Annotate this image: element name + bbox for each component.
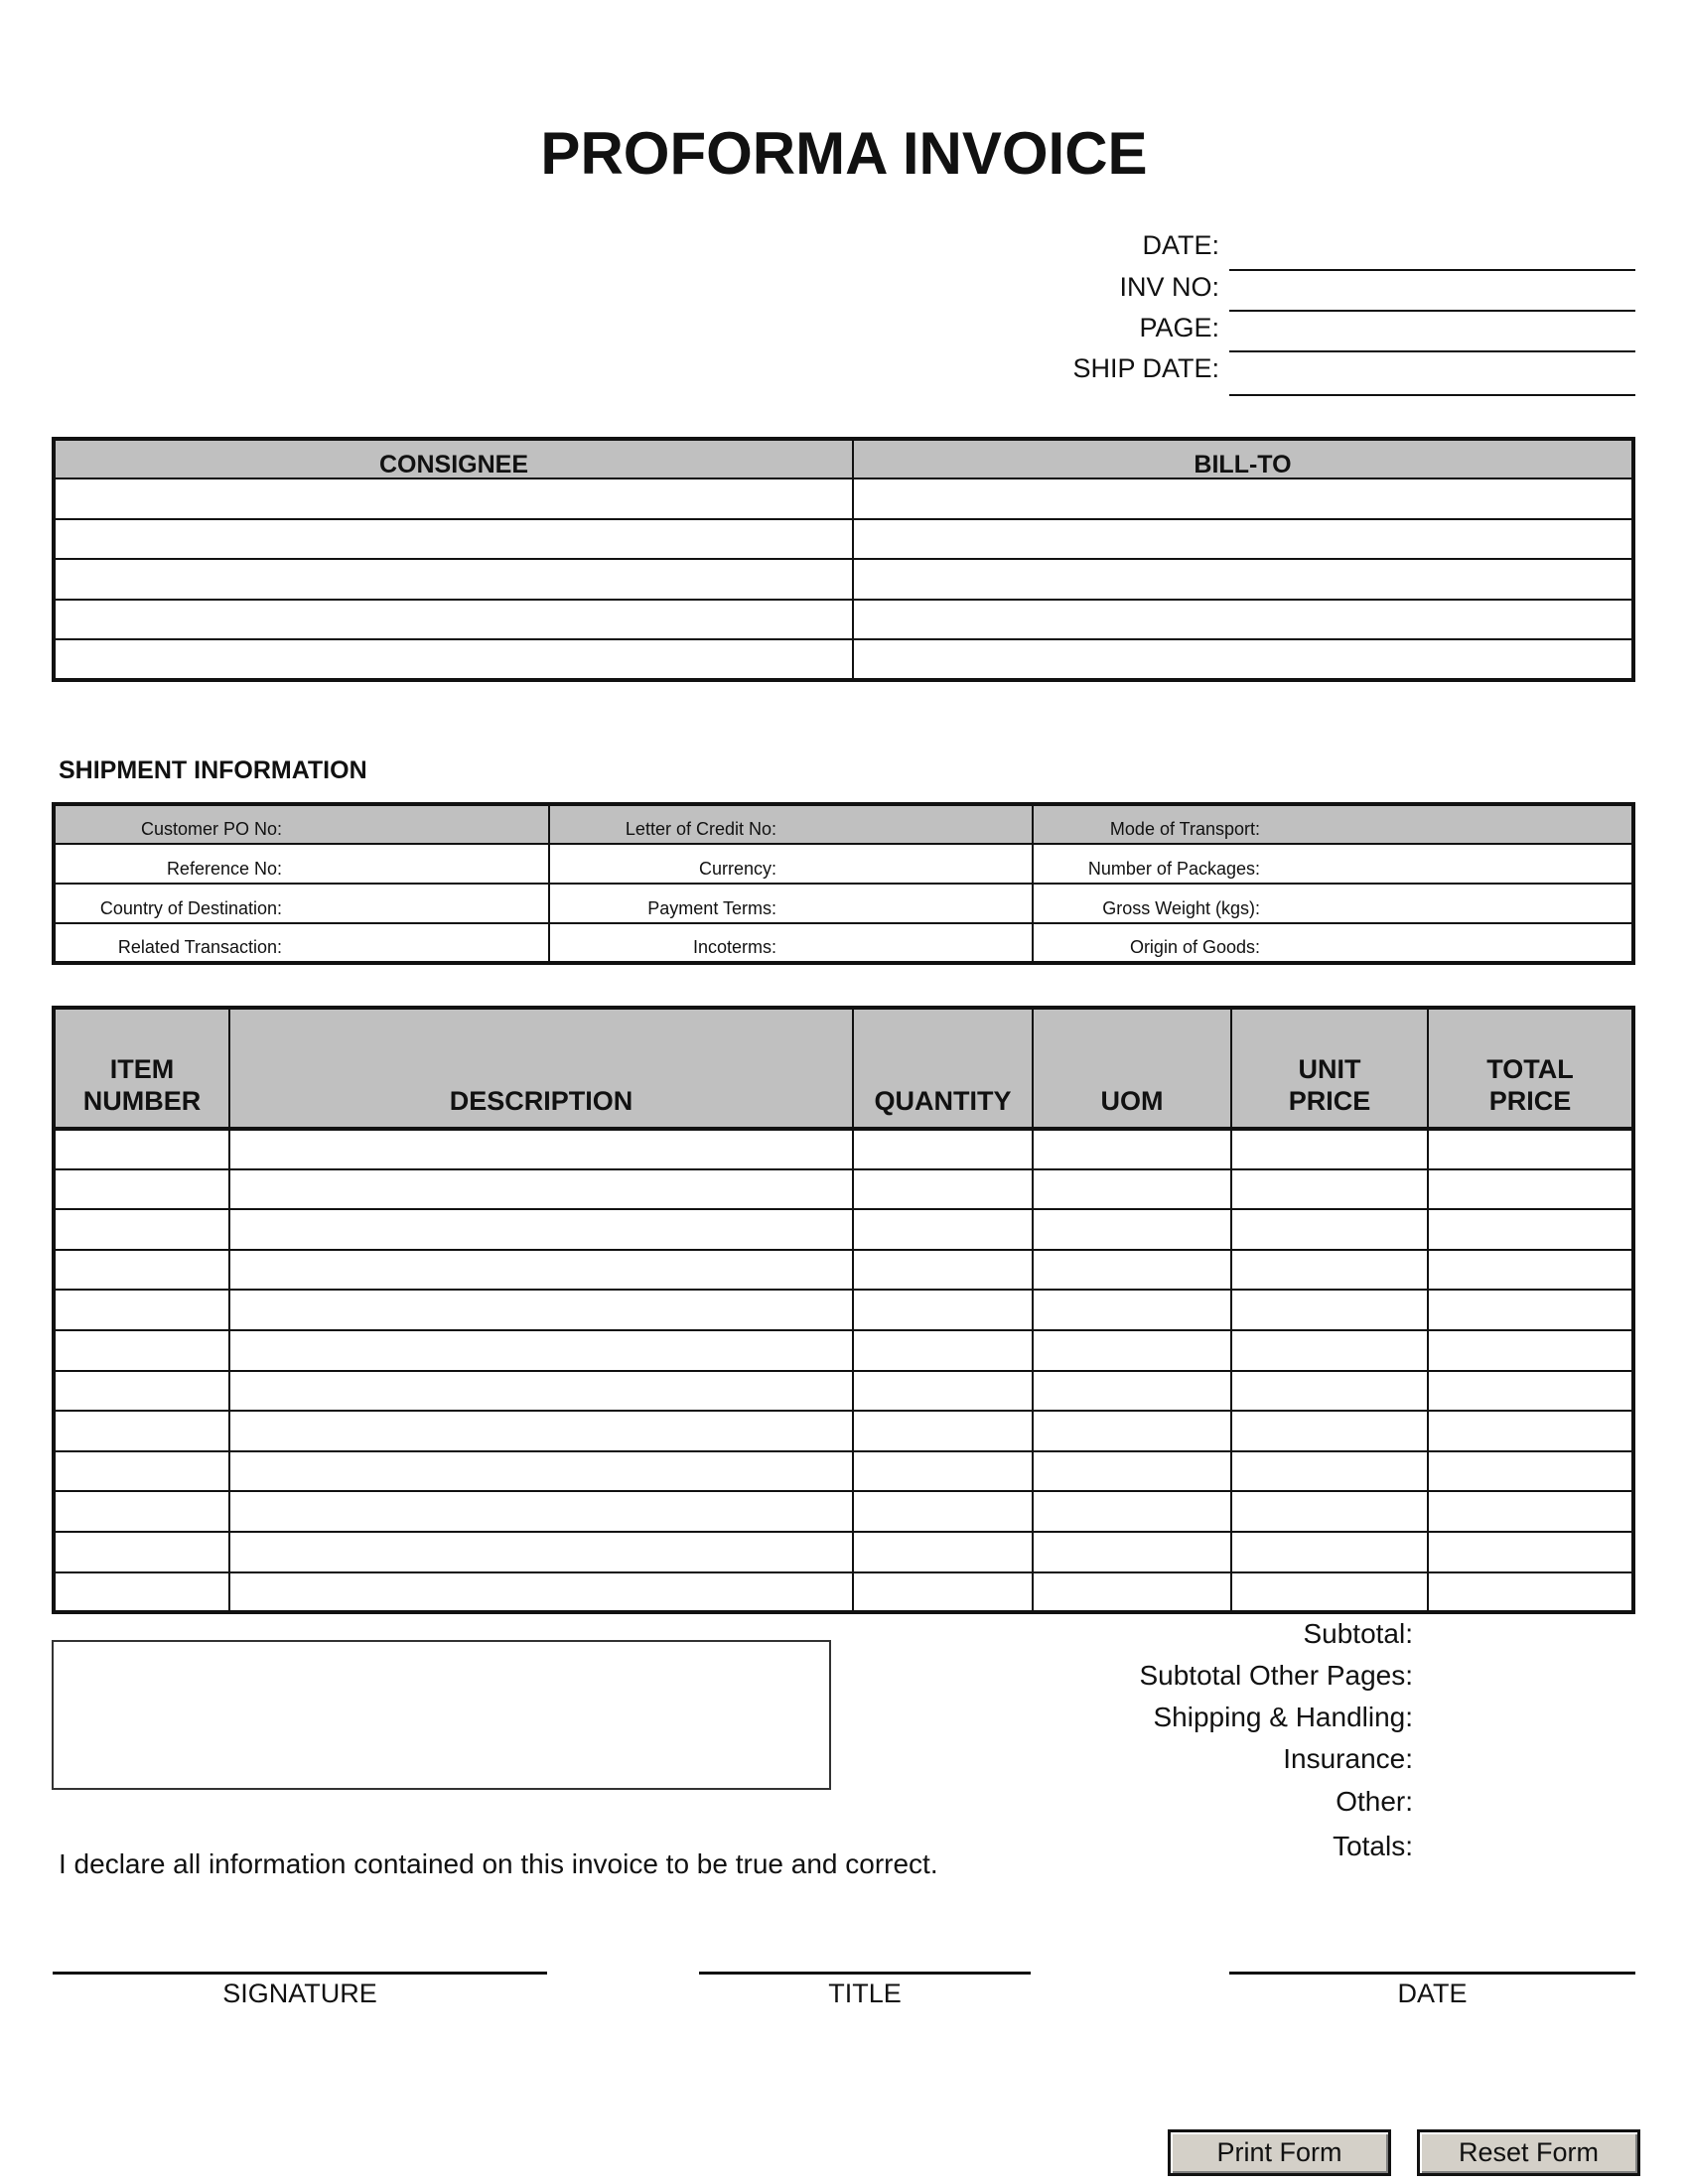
- shipment-row: [54, 804, 1633, 844]
- unit-price-cell[interactable]: [1231, 1290, 1428, 1330]
- quantity-cell[interactable]: [853, 1411, 1033, 1451]
- header-text: ITEM: [109, 1054, 175, 1084]
- item-number-cell[interactable]: [54, 1451, 229, 1492]
- total-price-cell[interactable]: [1428, 1250, 1633, 1291]
- date-label: DATE:: [1142, 230, 1219, 260]
- uom-cell[interactable]: [1033, 1532, 1231, 1572]
- items-table: [52, 1006, 1635, 1614]
- insurance-label: Insurance:: [1283, 1743, 1413, 1774]
- table-row: [54, 1290, 1633, 1330]
- quantity-cell[interactable]: [853, 1290, 1033, 1330]
- item-number-cell[interactable]: [54, 1572, 229, 1613]
- page-field[interactable]: [1229, 350, 1635, 352]
- shipment-field[interactable]: [1033, 804, 1633, 844]
- bill-to-header: BILL-TO: [853, 439, 1633, 478]
- title-label: TITLE: [828, 1979, 902, 2008]
- table-row: [54, 1411, 1633, 1451]
- uom-cell[interactable]: [1033, 1330, 1231, 1371]
- shipment-field[interactable]: [549, 884, 1033, 923]
- item-number-cell[interactable]: [54, 1250, 229, 1291]
- shipment-field[interactable]: [54, 884, 549, 923]
- totals-label: Totals:: [1333, 1831, 1413, 1861]
- header-text: TOTAL: [1486, 1054, 1574, 1084]
- item-number-cell[interactable]: [54, 1532, 229, 1572]
- total-price-cell[interactable]: [1428, 1129, 1633, 1169]
- item-number-cell[interactable]: [54, 1290, 229, 1330]
- title-line[interactable]: [699, 1972, 1031, 1975]
- shipment-field-label: Currency:: [698, 859, 776, 879]
- consignee-field[interactable]: [54, 559, 853, 600]
- shipment-field-label: Reference No:: [166, 859, 282, 879]
- description-cell[interactable]: [229, 1371, 853, 1412]
- quantity-cell[interactable]: [853, 1371, 1033, 1412]
- shipment-field-label: Incoterms:: [692, 937, 776, 957]
- total-price-cell[interactable]: [1428, 1209, 1633, 1250]
- shipment-table: [52, 802, 1635, 965]
- item-number-cell[interactable]: [54, 1371, 229, 1412]
- unit-price-cell[interactable]: [1231, 1209, 1428, 1250]
- shipment-field[interactable]: [54, 844, 549, 884]
- shipment-field-label: Number of Packages:: [1087, 859, 1260, 879]
- total-price-cell[interactable]: [1428, 1169, 1633, 1210]
- total-price-cell[interactable]: [1428, 1411, 1633, 1451]
- description-cell[interactable]: [229, 1532, 853, 1572]
- item-number-cell[interactable]: [54, 1169, 229, 1210]
- item-number-cell[interactable]: [54, 1411, 229, 1451]
- ship-date-label: SHIP DATE:: [1072, 353, 1219, 383]
- date-sign-label: DATE: [1397, 1979, 1468, 2008]
- shipment-field[interactable]: [54, 804, 549, 844]
- uom-cell[interactable]: [1033, 1209, 1231, 1250]
- quantity-cell[interactable]: [853, 1129, 1033, 1169]
- table-row: [54, 1169, 1633, 1210]
- declaration-text: I declare all information contained on this invoice to be true and correct.: [59, 1848, 938, 1879]
- unit-price-cell[interactable]: [1231, 1330, 1428, 1371]
- unit-price-cell[interactable]: [1231, 1491, 1428, 1532]
- header-text: UNIT: [1298, 1054, 1361, 1084]
- shipment-field-label: Country of Destination:: [99, 898, 282, 918]
- shipment-row: [54, 844, 1633, 884]
- uom-cell[interactable]: [1033, 1169, 1231, 1210]
- bill-to-field[interactable]: [853, 600, 1633, 640]
- shipment-field[interactable]: [549, 923, 1033, 963]
- bill-to-field[interactable]: [853, 559, 1633, 600]
- quantity-cell[interactable]: [853, 1572, 1033, 1613]
- description-cell[interactable]: [229, 1250, 853, 1291]
- uom-cell[interactable]: [1033, 1250, 1231, 1291]
- shipment-field[interactable]: [54, 923, 549, 963]
- quantity-cell[interactable]: [853, 1250, 1033, 1291]
- uom-cell[interactable]: [1033, 1451, 1231, 1492]
- header-text: PRICE: [1288, 1086, 1371, 1116]
- total-price-cell[interactable]: [1428, 1532, 1633, 1572]
- table-row: [54, 1129, 1633, 1169]
- reset-form-button[interactable]: Reset Form: [1417, 2129, 1640, 2176]
- unit-price-cell[interactable]: [1231, 1169, 1428, 1210]
- inv-no-label: INV NO:: [1119, 272, 1219, 302]
- shipment-field-label: Customer PO No:: [140, 819, 282, 839]
- description-header: DESCRIPTION: [229, 1008, 853, 1129]
- description-cell[interactable]: [229, 1411, 853, 1451]
- shipment-field-label: Payment Terms:: [647, 898, 776, 918]
- inv-no-field[interactable]: [1229, 310, 1635, 312]
- shipping-handling-label: Shipping & Handling:: [1153, 1702, 1413, 1732]
- description-cell[interactable]: [229, 1451, 853, 1492]
- shipment-field[interactable]: [549, 844, 1033, 884]
- total-price-cell[interactable]: [1428, 1290, 1633, 1330]
- uom-cell[interactable]: [1033, 1411, 1231, 1451]
- item-number-cell[interactable]: [54, 1491, 229, 1532]
- total-price-cell[interactable]: [1428, 1491, 1633, 1532]
- description-cell[interactable]: [229, 1129, 853, 1169]
- print-form-button[interactable]: Print Form: [1168, 2129, 1391, 2176]
- unit-price-cell[interactable]: [1231, 1371, 1428, 1412]
- table-row: [54, 1330, 1633, 1371]
- shipment-field-label: Gross Weight (kgs):: [1102, 898, 1260, 918]
- date-field[interactable]: [1229, 269, 1635, 271]
- total-price-cell[interactable]: [1428, 1451, 1633, 1492]
- shipment-field-label: Origin of Goods:: [1129, 937, 1260, 957]
- page-label: PAGE:: [1139, 313, 1219, 342]
- bill-to-field[interactable]: [853, 478, 1633, 519]
- description-cell[interactable]: [229, 1209, 853, 1250]
- quantity-cell[interactable]: [853, 1209, 1033, 1250]
- comments-box[interactable]: [52, 1640, 831, 1790]
- consignee-field[interactable]: [54, 519, 853, 560]
- total-price-header: [1428, 1008, 1633, 1129]
- uom-cell[interactable]: [1033, 1491, 1231, 1532]
- shipment-field[interactable]: [1033, 923, 1633, 963]
- header-text: NUMBER: [82, 1086, 202, 1116]
- shipment-field[interactable]: [1033, 844, 1633, 884]
- uom-header: UOM: [1033, 1008, 1231, 1129]
- consignee-header: CONSIGNEE: [54, 439, 853, 478]
- uom-cell[interactable]: [1033, 1371, 1231, 1412]
- description-cell[interactable]: [229, 1491, 853, 1532]
- table-row: [54, 1209, 1633, 1250]
- shipment-row: [54, 923, 1633, 963]
- consignee-field[interactable]: [54, 600, 853, 640]
- total-price-cell[interactable]: [1428, 1572, 1633, 1613]
- quantity-cell[interactable]: [853, 1491, 1033, 1532]
- consignee-field[interactable]: [54, 639, 853, 680]
- bill-to-field[interactable]: [853, 639, 1633, 680]
- unit-price-cell[interactable]: [1231, 1129, 1428, 1169]
- quantity-cell[interactable]: [853, 1330, 1033, 1371]
- page-title: PROFORMA INVOICE: [540, 120, 1148, 187]
- unit-price-cell[interactable]: [1231, 1411, 1428, 1451]
- parties-table: [52, 437, 1635, 682]
- item-number-cell[interactable]: [54, 1330, 229, 1371]
- quantity-cell[interactable]: [853, 1532, 1033, 1572]
- bill-to-field[interactable]: [853, 519, 1633, 560]
- shipment-field-label: Letter of Credit No:: [625, 819, 776, 839]
- table-row: [54, 1371, 1633, 1412]
- consignee-field[interactable]: [54, 478, 853, 519]
- description-cell[interactable]: [229, 1290, 853, 1330]
- quantity-header: QUANTITY: [853, 1008, 1033, 1129]
- subtotal-label: Subtotal:: [1303, 1618, 1413, 1649]
- shipment-field-label: Mode of Transport:: [1109, 819, 1260, 839]
- shipment-field[interactable]: [549, 804, 1033, 844]
- item-number-cell[interactable]: [54, 1129, 229, 1169]
- ship-date-field[interactable]: [1229, 394, 1635, 396]
- item-number-header: [54, 1008, 229, 1129]
- description-cell[interactable]: [229, 1169, 853, 1210]
- quantity-cell[interactable]: [853, 1169, 1033, 1210]
- table-row: [54, 1532, 1633, 1572]
- quantity-cell[interactable]: [853, 1451, 1033, 1492]
- description-cell[interactable]: [229, 1572, 853, 1613]
- total-price-cell[interactable]: [1428, 1330, 1633, 1371]
- unit-price-cell[interactable]: [1231, 1451, 1428, 1492]
- table-row: [54, 1451, 1633, 1492]
- header-text: PRICE: [1488, 1086, 1572, 1116]
- item-number-cell[interactable]: [54, 1209, 229, 1250]
- unit-price-cell[interactable]: [1231, 1572, 1428, 1613]
- uom-cell[interactable]: [1033, 1572, 1231, 1613]
- date-line[interactable]: [1229, 1972, 1635, 1975]
- unit-price-cell[interactable]: [1231, 1250, 1428, 1291]
- description-cell[interactable]: [229, 1330, 853, 1371]
- signature-label: SIGNATURE: [222, 1979, 377, 2008]
- table-row: [54, 1491, 1633, 1532]
- shipment-field-label: Related Transaction:: [117, 937, 282, 957]
- other-label: Other:: [1336, 1786, 1413, 1817]
- table-row: [54, 1572, 1633, 1613]
- shipment-row: [54, 884, 1633, 923]
- unit-price-header: [1231, 1008, 1428, 1129]
- subtotal-other-pages-label: Subtotal Other Pages:: [1139, 1660, 1413, 1691]
- shipment-title: SHIPMENT INFORMATION: [59, 756, 367, 784]
- uom-cell[interactable]: [1033, 1290, 1231, 1330]
- table-row: [54, 1250, 1633, 1291]
- unit-price-cell[interactable]: [1231, 1532, 1428, 1572]
- signature-line[interactable]: [53, 1972, 547, 1975]
- total-price-cell[interactable]: [1428, 1371, 1633, 1412]
- uom-cell[interactable]: [1033, 1129, 1231, 1169]
- shipment-field[interactable]: [1033, 884, 1633, 923]
